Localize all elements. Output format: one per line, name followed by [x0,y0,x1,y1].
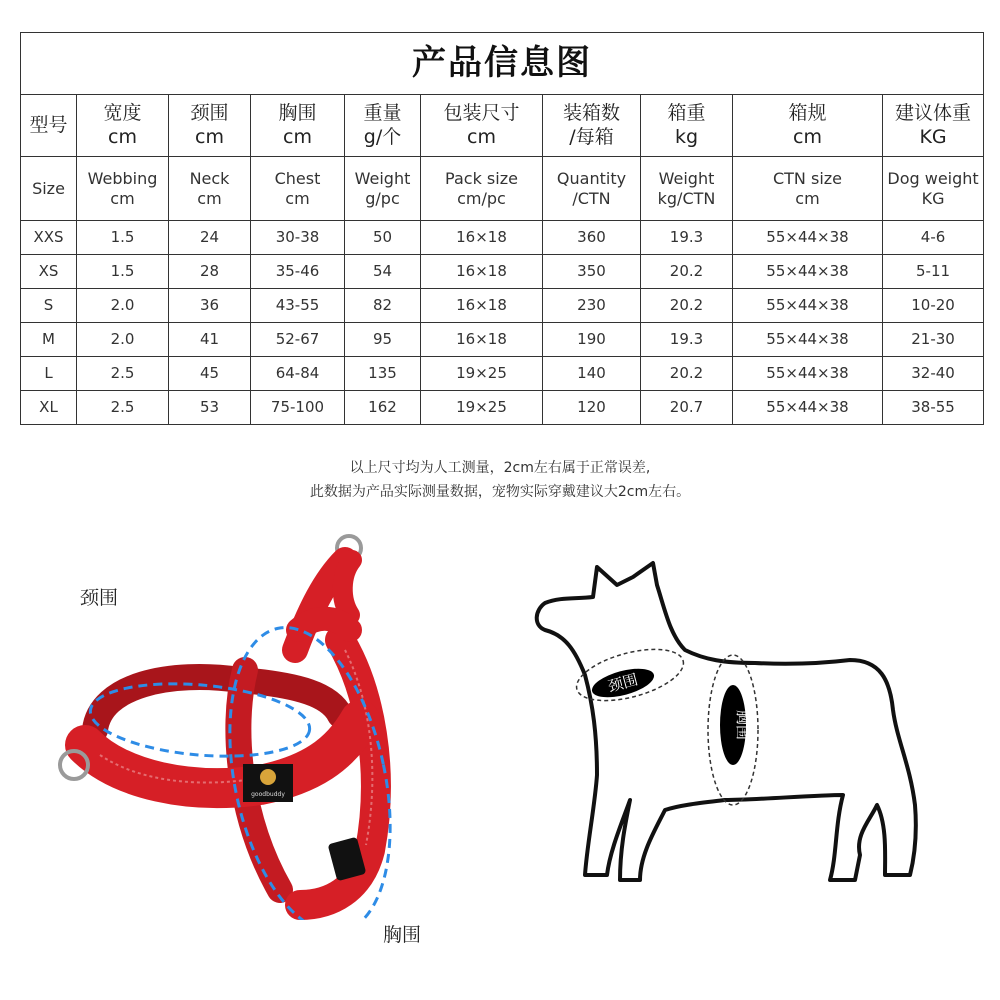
note-line-1: 以上尺寸均为人工测量，2cm左右属于正常误差, [349,460,651,476]
header-zh-cell-line: cm [195,125,224,148]
header-zh-cell-line: cm [793,125,822,148]
neck-label: 颈围 [80,587,119,609]
table-cell: 20.2 [641,289,733,323]
table-cell: 35-46 [251,255,345,289]
dog-image [525,555,925,900]
header-row-zh [21,95,984,157]
table-cell: 19.3 [641,221,733,255]
header-zh-cell-line: kg [674,125,699,148]
header-en-cell-line: Neck [189,168,230,188]
table-cell: 230 [543,289,641,323]
note-line-2: 此数据为产品实际测量数据，宠物实际穿戴建议大2cm左右。 [309,484,691,500]
header-zh-cell [543,95,641,157]
chest-label: 胸围 [383,924,422,946]
table-cell: 16×18 [421,221,543,255]
table-cell: 36 [169,289,251,323]
table-cell: 2.0 [77,323,169,357]
spec-table [20,32,984,425]
table-cell: 2.0 [77,289,169,323]
table-cell: 20.2 [641,357,733,391]
neck-band-front [85,720,360,788]
header-zh-cell-line: 箱规 [788,101,827,124]
header-en-cell-line: cm [110,188,135,208]
table-cell: 21-30 [883,323,984,357]
table-row [21,289,984,323]
table-cell: 32-40 [883,357,984,391]
table-cell: 1.5 [77,221,169,255]
header-zh-cell-line: cm [283,125,312,148]
table-cell: 350 [543,255,641,289]
header-zh-cell [345,95,421,157]
header-en-cell-line: cm [795,188,820,208]
header-zh-cell-line: /每箱 [569,125,614,148]
table-cell: 82 [345,289,421,323]
table-cell: 120 [543,391,641,425]
table-cell: 28 [169,255,251,289]
table-cell: 20.7 [641,391,733,425]
header-en-cell [883,157,984,221]
header-zh-cell-line: KG [919,125,947,148]
table-cell: XS [21,255,77,289]
header-en-cell [421,157,543,221]
table-row [21,255,984,289]
header-en-cell [733,157,883,221]
table-cell: 55×44×38 [733,221,883,255]
table-cell: 20.2 [641,255,733,289]
table-cell: 2.5 [77,357,169,391]
neck-strap-back [95,677,340,730]
header-en-cell [345,157,421,221]
header-zh-cell [77,95,169,157]
table-cell: 190 [543,323,641,357]
table-cell: 30-38 [251,221,345,255]
header-zh-cell [641,95,733,157]
header-zh-cell-line: 装箱数 [562,101,620,124]
table-cell: 55×44×38 [733,255,883,289]
table-cell: 10-20 [883,289,984,323]
header-en-cell [251,157,345,221]
header-en-cell [169,157,251,221]
table-cell: S [21,289,77,323]
header-en-cell [21,157,77,221]
paw-icon [260,769,276,785]
table-cell: 16×18 [421,255,543,289]
table-cell: 19×25 [421,391,543,425]
table-cell: 360 [543,221,641,255]
header-zh-cell [251,95,345,157]
table-cell: 2.5 [77,391,169,425]
header-en-cell-line: cm/pc [457,188,506,208]
header-en-cell-line: KG [921,188,945,208]
table-cell: XL [21,391,77,425]
header-row-en [21,157,984,221]
table-cell: 38-55 [883,391,984,425]
header-zh-cell-line: cm [108,125,137,148]
header-zh-cell [883,95,984,157]
table-row [21,221,984,255]
table-cell: 55×44×38 [733,357,883,391]
header-zh-cell-line: 胸围 [278,101,317,124]
table-row [21,357,984,391]
harness-image [40,520,420,920]
header-zh-cell-line: 包装尺寸 [443,101,520,124]
header-en-cell-line: kg/CTN [657,188,716,208]
table-cell: 162 [345,391,421,425]
table-cell: 4-6 [883,221,984,255]
table-cell: 16×18 [421,323,543,357]
table-cell: 52-67 [251,323,345,357]
table-cell: 5-11 [883,255,984,289]
table-cell: 19.3 [641,323,733,357]
header-en-cell-line: /CTN [572,188,611,208]
header-en-cell-line: Quantity [556,168,627,188]
header-en-cell-line: g/pc [365,188,400,208]
header-zh-cell-line: 宽度 [103,101,142,124]
header-zh-cell-line: 型号 [29,113,68,136]
header-zh-cell [733,95,883,157]
table-cell: L [21,357,77,391]
table-cell: 140 [543,357,641,391]
header-en-cell-line: Dog weight [887,168,979,188]
table-cell: 43-55 [251,289,345,323]
table-cell: 24 [169,221,251,255]
header-zh-cell [421,95,543,157]
page-title: 产品信息图 [21,33,984,95]
table-cell: 135 [345,357,421,391]
table-cell: 53 [169,391,251,425]
header-zh-cell-line: g/个 [363,125,402,148]
header-zh-cell [169,95,251,157]
header-zh-cell-line: 箱重 [667,101,706,124]
header-en-cell-line: Pack size [445,168,518,188]
header-en-cell-line: Chest [274,168,321,188]
header-en-cell [77,157,169,221]
header-en-cell [641,157,733,221]
header-en-cell-line: cm [285,188,310,208]
table-cell: 95 [345,323,421,357]
table-body [21,221,984,425]
header-zh-cell-line: 颈围 [190,101,229,124]
dog-neck-label: 颈围 [606,670,640,696]
table-row [21,323,984,357]
table-cell: 1.5 [77,255,169,289]
table-cell: 45 [169,357,251,391]
table-row [21,391,984,425]
table-cell: 55×44×38 [733,289,883,323]
table-cell: 41 [169,323,251,357]
table-cell: 75-100 [251,391,345,425]
header-en-cell-line: Size [32,178,65,198]
header-en-cell-line: cm [197,188,222,208]
dog-chest-label: 胸围 [734,709,752,741]
table-cell: 19×25 [421,357,543,391]
table-cell: XXS [21,221,77,255]
table-cell: 50 [345,221,421,255]
header-en-cell [543,157,641,221]
table-cell: 16×18 [421,289,543,323]
brand-tag-text: goodbuddy [251,791,285,798]
header-zh-cell [21,95,77,157]
header-zh-cell-line: 建议体重 [895,101,972,124]
header-en-cell-line: CTN size [772,168,843,188]
table-cell: 64-84 [251,357,345,391]
table-cell: 55×44×38 [733,323,883,357]
header-en-cell-line: Weight [354,168,411,188]
header-en-cell-line: Webbing [87,168,158,188]
table-cell: 55×44×38 [733,391,883,425]
table-cell: M [21,323,77,357]
header-en-cell-line: Weight [658,168,715,188]
header-zh-cell-line: cm [467,125,496,148]
table-cell: 54 [345,255,421,289]
header-zh-cell-line: 重量 [363,101,402,124]
